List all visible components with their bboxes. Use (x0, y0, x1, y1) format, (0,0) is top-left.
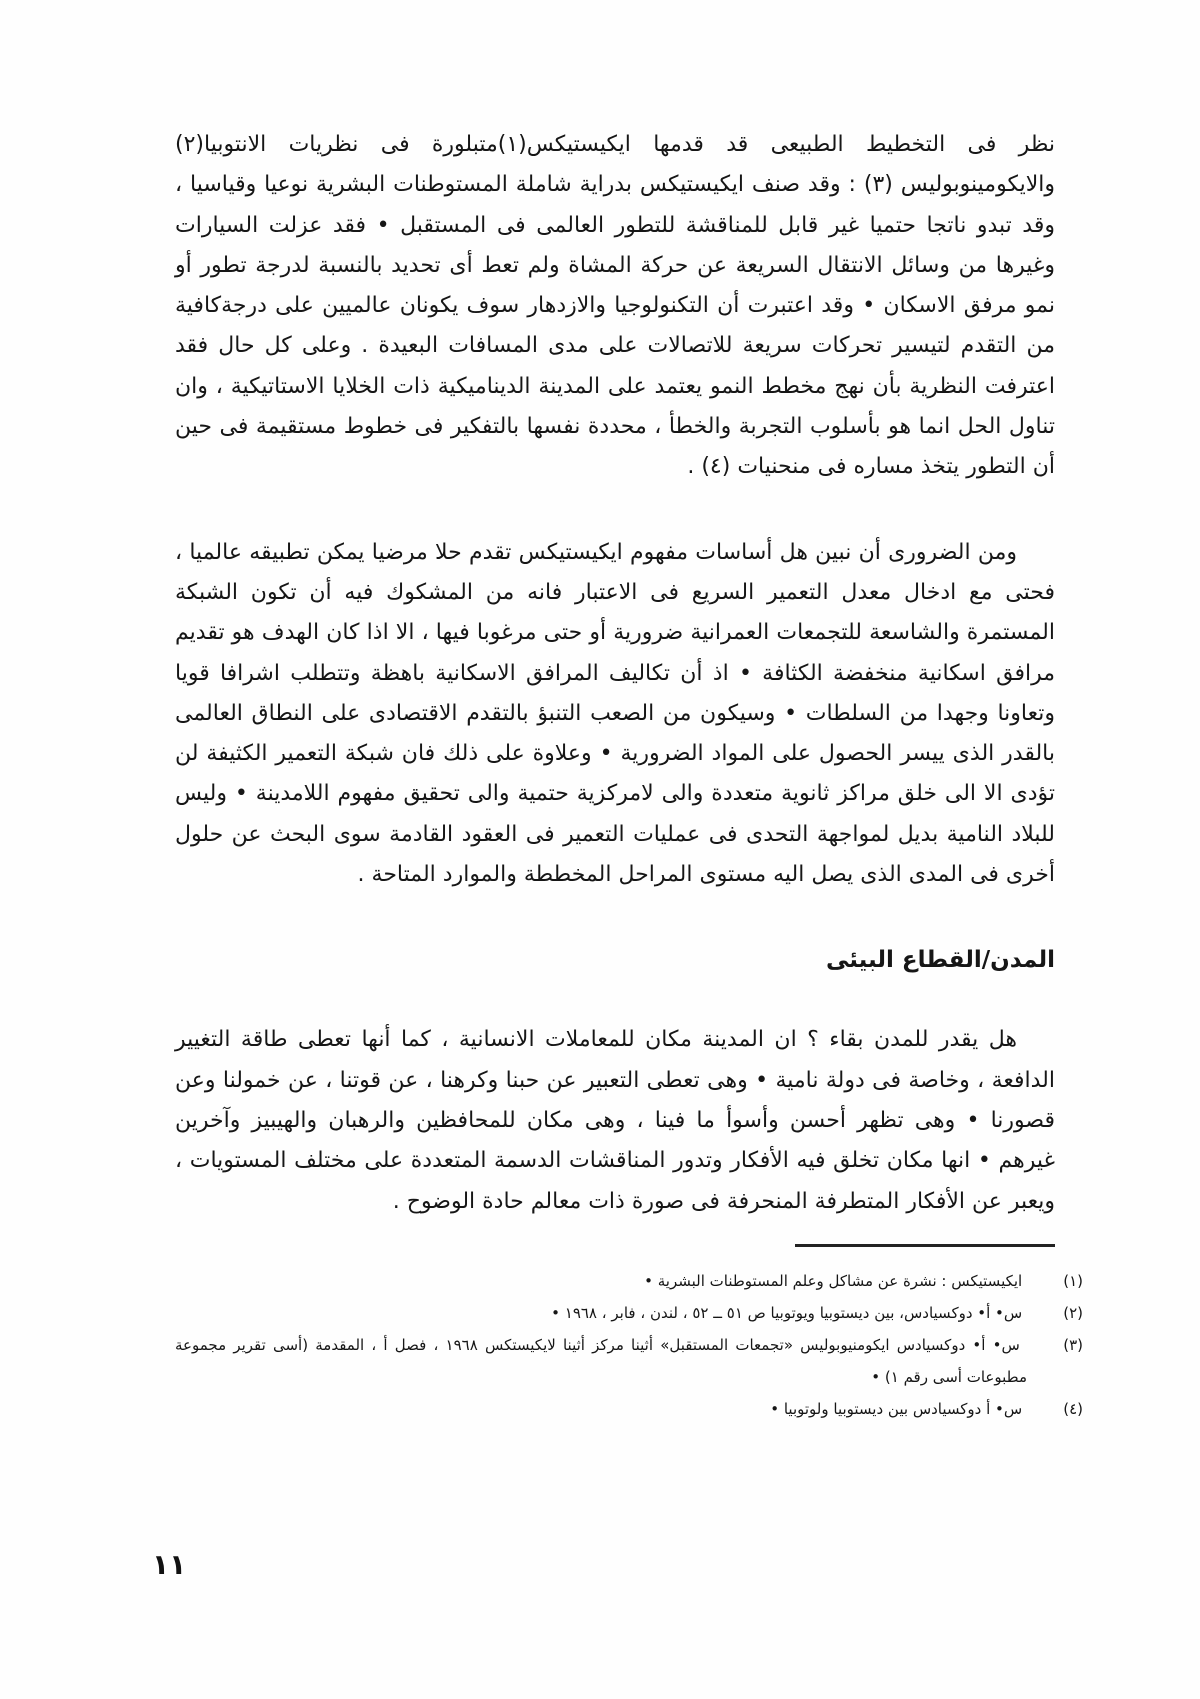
body-paragraph-3: هل يقدر للمدن بقاء ؟ ان المدينة مكان للمعاملات الانسانية ، كما أنها تعطى طاقة التغيير الدافعة ، وخاصة فى دولة نامية • وهى تعطى التعبير عن حبنا وكرهنا ، عن قوتنا ، عن خمولنا وعن قصورنا • وهى تظهر أحسن وأسوأ ما فينا ، وهى مكان للمحافظين والرهبان والهيبيز وآخرين غيرهم • انها مكان تخلق فيه الأفكار وتدور المناقشات الدسمة المتعددة على مختلف المستويات ، ويعبر عن الأفكار المتطرفة المنحرفة فى صورة ذات معالم حادة الوضوح . (175, 1027, 1055, 1214)
footnote-1 (175, 1265, 1083, 1297)
footnote-text: س• أ• دوكسيادس ايكومنيوبوليس «تجمعات المستقبل» أثينا مركز أثينا لايكيستكس ١٩٦٨ ، فصل أ ، المقدمة (أسى تقرير مجموعة مطبوعات أسى رقم ١) • (175, 1335, 1027, 1386)
footnote-text: س• أ دوكسيادس بين ديستوبيا ولوتوبيا • (770, 1399, 1023, 1418)
footnote-divider (795, 1244, 1055, 1247)
footnotes (175, 1265, 1083, 1425)
footnote-number: (٣) (1063, 1335, 1083, 1354)
footnote-number: (١) (1063, 1271, 1083, 1290)
footnote-text: ايكيستيكس : نشرة عن مشاكل وعلم المستوطنات البشرية • (644, 1271, 1023, 1290)
footnote-text: س• أ• دوكسيادس، بين ديستوبيا ويوتوبيا ص ٥١ ــ ٥٢ ، لندن ، فابر ، ١٩٦٨ • (551, 1303, 1023, 1322)
footnote-number: (٤) (1063, 1399, 1083, 1418)
footnote-2 (175, 1297, 1083, 1329)
body-paragraph-1: نظر فى التخطيط الطبيعى قد قدمها ايكيستيكس(١)متبلورة فى نظريات الانتوبيا(٢) والايكومينوبوليس (٣) : وقد صنف ايكيستيكس بدراية شاملة المستوطنات البشرية نوعيا وقياسيا ، وقد تبدو ناتجا حتميا غير قابل للمناقشة للتطور العالمى فى المستقبل • فقد عزلت السيارات وغيرها من وسائل الانتقال السريعة عن حركة المشاة ولم تعط أى تحديد بالنسبة لدرجة تطور أو نمو مرفق الاسكان • وقد اعتبرت أن التكنولوجيا والازدهار سوف يكونان عالميين على درجةكافية من التقدم لتيسير تحركات سريعة للاتصالات على مدى المسافات البعيدة . وعلى كل حال فقد اعترفت النظرية بأن نهج مخطط النمو يعتمد على المدينة الديناميكية ذات الخلايا الاستاتيكية ، وان تناول الحل انما هو بأسلوب التجربة والخطأ ، محددة نفسها بالتفكير فى خطوط مستقيمة فى حين أن التطور يتخذ مساره فى منحنيات (٤) . (175, 132, 1056, 480)
footnote-number: (٢) (1063, 1303, 1083, 1322)
page-number: ١١ (152, 1548, 187, 1581)
section-heading: المدن/القطاع البيئى (825, 947, 1055, 974)
body-paragraph-2: ومن الضرورى أن نبين هل أساسات مفهوم ايكيستيكس تقدم حلا مرضيا يمكن تطبيقه عالميا ، فحتى مع ادخال معدل التعمير السريع فى الاعتبار فانه من المشكوك فيه أن تكون الشبكة المستمرة والشاسعة للتجمعات العمرانية ضرورية أو حتى مرغوبا فيها ، الا اذا كان الهدف هو تقديم مرافق اسكانية منخفضة الكثافة • اذ أن تكاليف المرافق الاسكانية باهظة وتتطلب اشرافا قويا وتعاونا وجهدا من السلطات • وسيكون من الصعب التنبؤ بالتقدم الاقتصادى على النطاق العالمى بالقدر الذى ييسر الحصول على المواد الضرورية • وعلاوة على ذلك فان شبكة التعمير الكثيفة لن تؤدى الا الى خلق مراكز ثانوية متعددة والى لامركزية حتمية والى تحقيق مفهوم اللامدينة • وليس للبلاد النامية بديل لمواجهة التحدى فى عمليات التعمير فى العقود القادمة سوى البحث عن حلول أخرى فى المدى الذى يصل اليه مستوى المراحل المخططة والموارد المتاحة . (175, 539, 1055, 888)
footnote-4 (175, 1393, 1083, 1425)
footnote-3 (175, 1329, 1083, 1393)
page-content (175, 125, 1083, 1425)
